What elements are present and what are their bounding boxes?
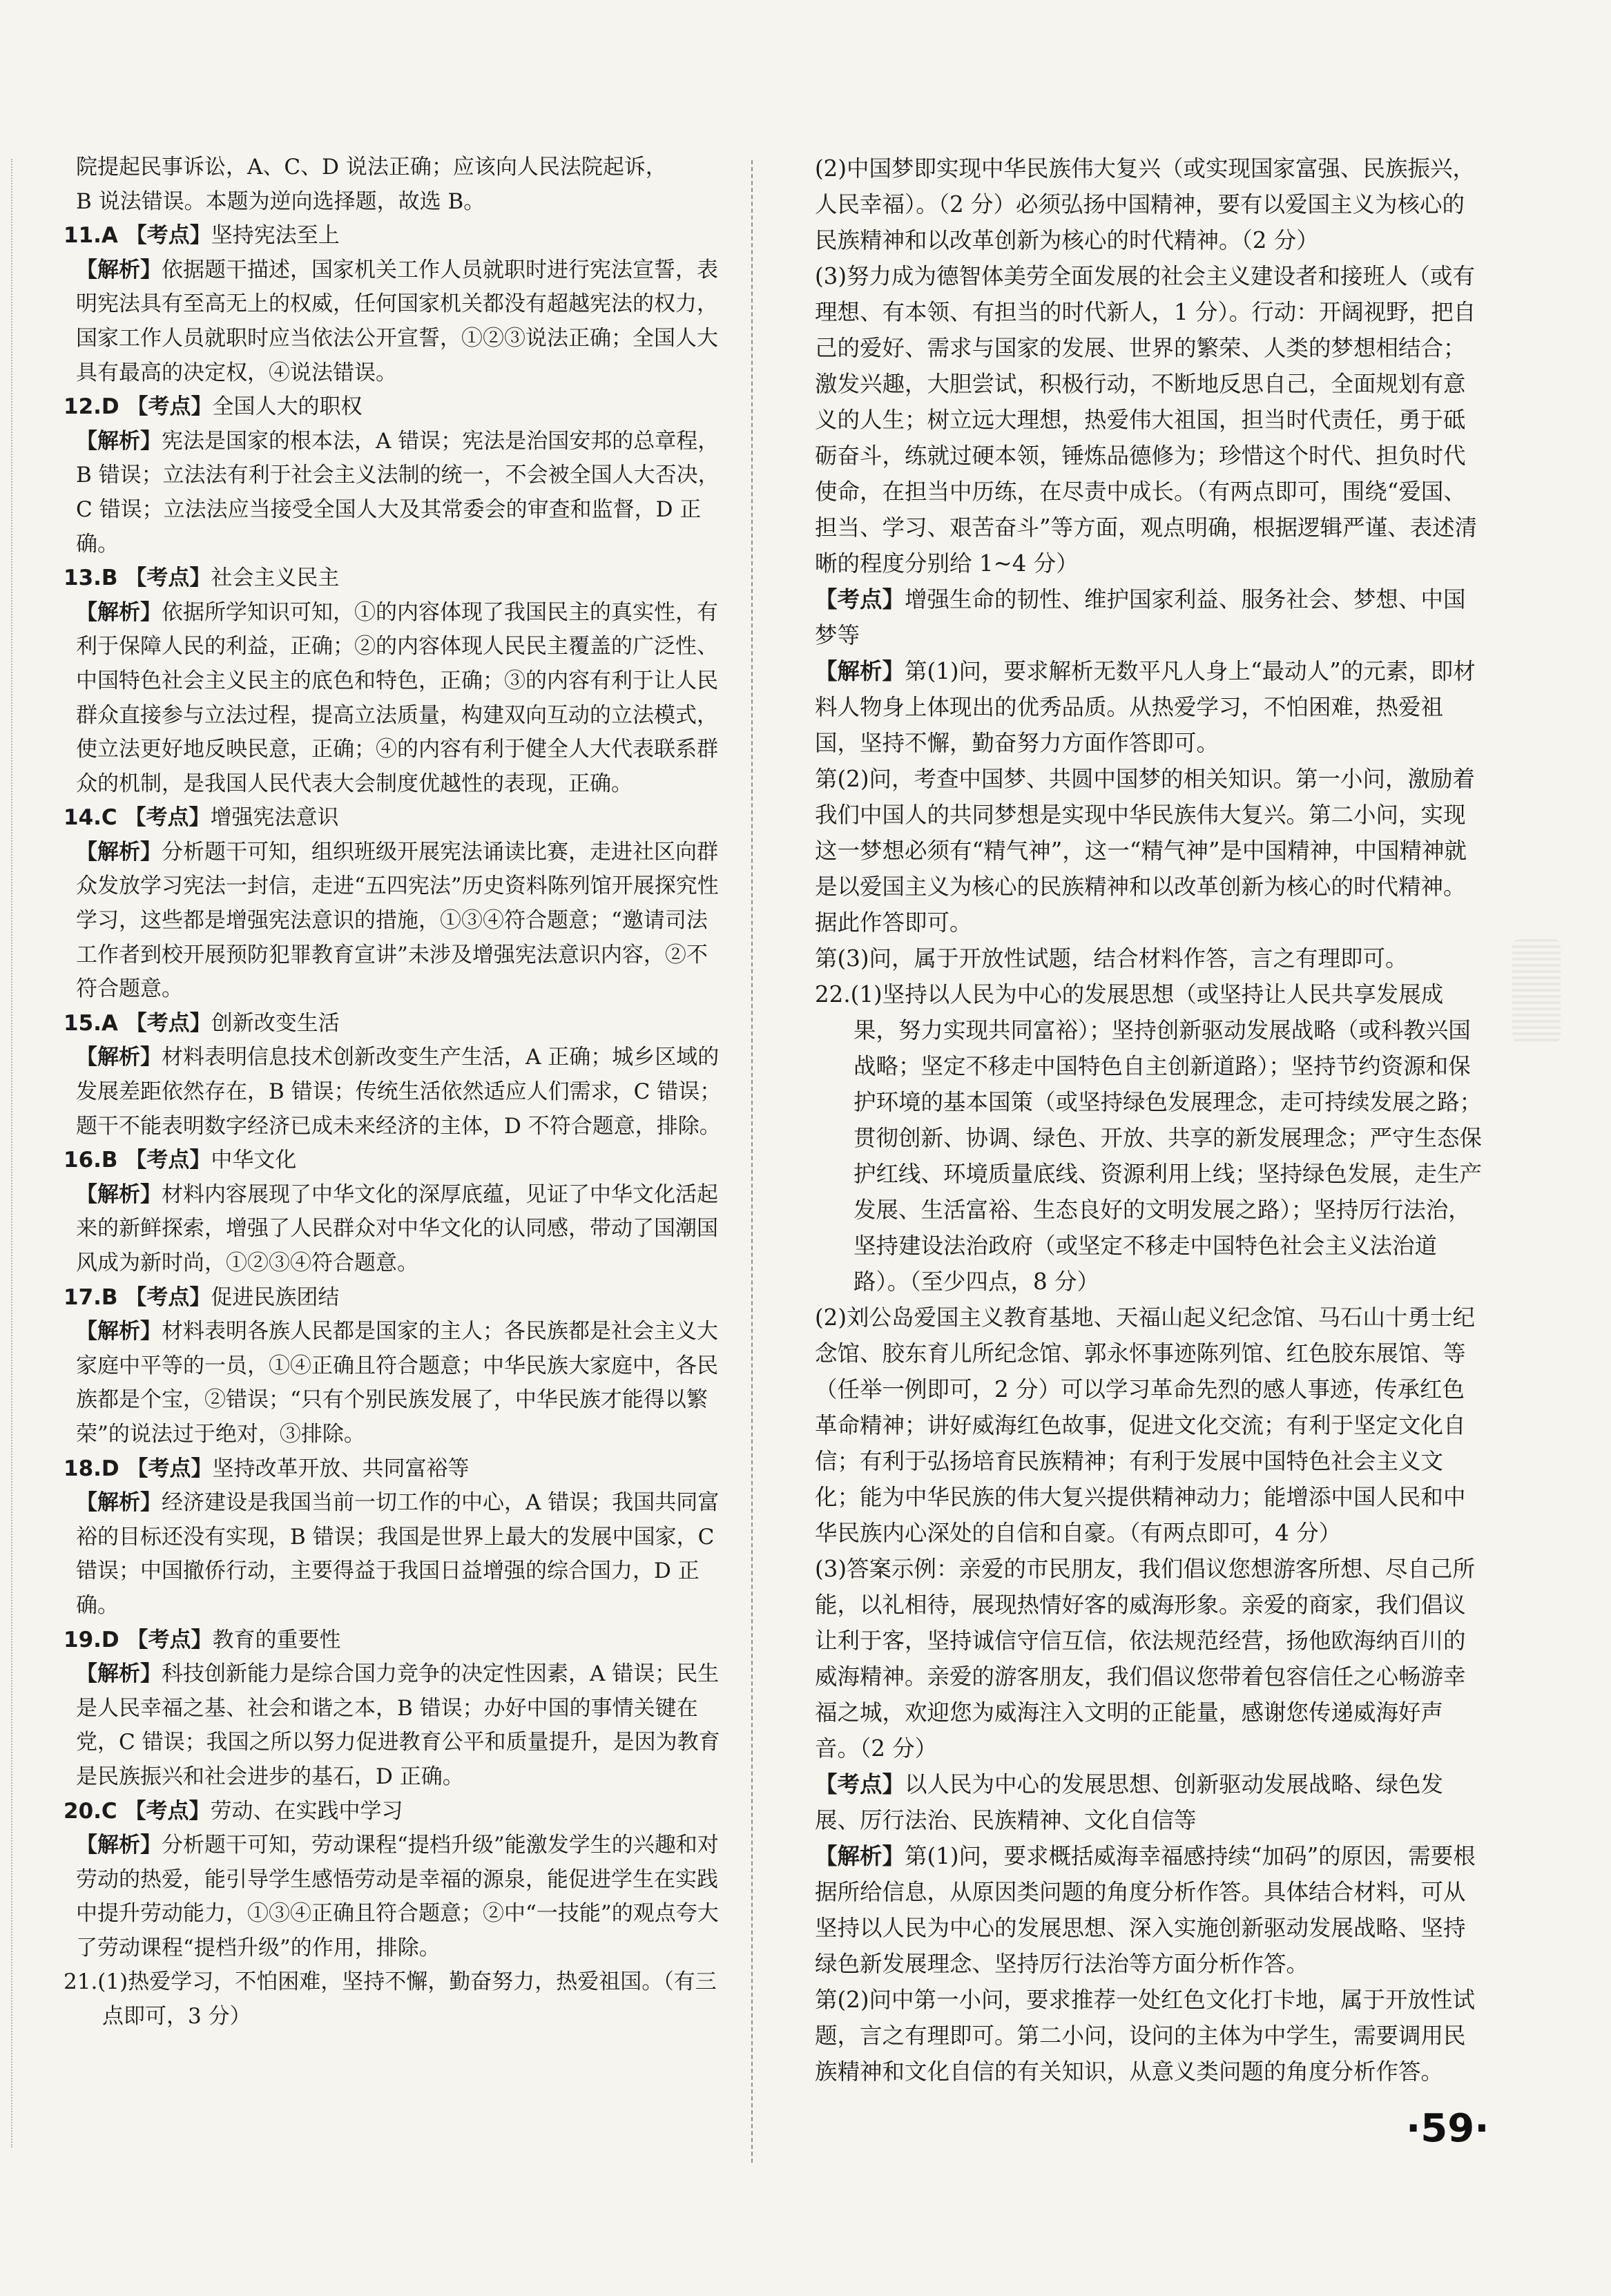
left-paragraph	[64, 425, 725, 561]
paragraph-text: 中华文化	[211, 1148, 297, 1173]
paragraph-text: 院提起民事诉讼，A、C、D 说法正确；应该向人民法院起诉，	[76, 155, 667, 180]
paragraph-text: 社会主义民主	[211, 566, 340, 591]
left-paragraph	[64, 1623, 725, 1658]
left-paragraph	[64, 1007, 725, 1041]
left-paragraph	[64, 1965, 725, 2034]
paragraph-text: 22.(1)坚持以人民为中心的发展思想（或坚持让人民共享发展成果，努力实现共同富裕）；坚持创新驱动发展战略（或科教兴国战略；坚定不移走中国特色自主创新道路）；坚持节约资源和保护环境的基本国策（或坚持绿色发展理念，走可持续发展之路；贯彻创新、协调、绿色、开放、共享的新发展理念；严守生态保护红线、环境质量底线、资源利用上线；坚持绿色发展，走生产发展、生活富裕、生态良好的文明发展之路）；坚持厉行法治，坚持建设法治政府（或坚定不移走中国特色社会主义法治道路）。（至少四点，8 分）	[815, 981, 1483, 1295]
section-label: 【解析】	[76, 1833, 162, 1858]
paragraph-text: 第(2)问中第一小问，要求推荐一处红色文化打卡地，属于开放性试题，言之有理即可。第二小问，设问的主体为中学生，需要调用民族精神和文化自信的有关知识，从意义类问题的角度分析作答。	[815, 1987, 1476, 2085]
left-paragraph	[64, 1178, 725, 1281]
right-paragraph	[815, 1551, 1485, 1766]
left-paragraph	[64, 1486, 725, 1623]
right-paragraph	[815, 151, 1485, 258]
paragraph-text: 第(3)问，属于开放性试题，结合材料作答，言之有理即可。	[815, 945, 1408, 972]
paragraph-text: 增强生命的韧性、维护国家利益、服务社会、梦想、中国梦等	[815, 586, 1466, 648]
right-paragraph	[815, 653, 1485, 761]
paragraph-text: B 说法错误。本题为逆向选择题，故选 B。	[76, 189, 485, 214]
right-paragraph	[815, 1838, 1485, 1982]
left-paragraph	[64, 596, 725, 802]
left-column	[64, 151, 725, 2034]
section-label: 18.D 【考点】	[64, 1456, 213, 1481]
paragraph-text: 材料表明信息技术创新改变生产生活，A 正确；城乡区域的发展差距依然存在，B 错误；传统生活依然适应人们需求，C 错误；题干不能表明数字经济已成未来经济的主体，D 不符合题意，排除。	[76, 1045, 722, 1139]
left-paragraph	[64, 1657, 725, 1794]
section-label: 【解析】	[76, 839, 162, 865]
section-label: 【考点】	[815, 586, 905, 612]
binding-margin-line	[11, 159, 12, 2148]
section-label: 13.B 【考点】	[64, 566, 211, 591]
section-label: 【解析】	[76, 1319, 162, 1344]
left-paragraph	[64, 185, 725, 220]
right-paragraph	[815, 976, 1485, 1300]
left-paragraph	[64, 561, 725, 596]
paragraph-text: 以人民为中心的发展思想、创新驱动发展战略、绿色发展、厉行法治、民族精神、文化自信等	[815, 1771, 1444, 1833]
paragraph-text: 创新改变生活	[211, 1010, 340, 1036]
right-paragraph	[815, 761, 1485, 940]
section-label: 【解析】	[815, 658, 905, 684]
right-paragraph	[815, 581, 1485, 653]
left-paragraph	[64, 253, 725, 390]
paragraph-text: 增强宪法意识	[210, 805, 339, 831]
section-label: 【解析】	[76, 599, 162, 625]
left-paragraph	[64, 1452, 725, 1487]
paragraph-text: (2)中国梦即实现中华民族伟大复兴（或实现国家富强、民族振兴，人民幸福）。（2 分）必须弘扬中国精神，要有以爱国主义为核心的民族精神和以改革创新为核心的时代精神。（2 分）	[815, 155, 1476, 253]
right-paragraph	[815, 258, 1485, 581]
left-paragraph	[64, 219, 725, 253]
section-label: 【解析】	[76, 1661, 162, 1687]
section-label: 14.C 【考点】	[64, 805, 211, 831]
left-paragraph	[64, 1795, 725, 1829]
section-label: 12.D 【考点】	[64, 394, 213, 420]
paragraph-text: (2)刘公岛爱国主义教育基地、天福山起义纪念馆、马石山十勇士纪念馆、胶东育儿所纪念馆、郭永怀事迹陈列馆、红色胶东展馆、等（任举一例即可，2 分）可以学习革命先烈的感人事迹，传承红色革命精神；讲好威海红色故事，促进文化交流；有利于坚定文化自信；有利于弘扬培育民族精神；有利于发展中国特色社会主义文化；能为中华民族的伟大复兴提供精神动力；能增添中国人民和中华民族内心深处的自信和自豪。（有两点即可，4 分）	[815, 1304, 1476, 1546]
right-paragraph	[815, 1982, 1485, 2090]
section-label: 【解析】	[76, 257, 162, 282]
right-column	[815, 151, 1485, 2090]
paragraph-text: 教育的重要性	[212, 1627, 341, 1652]
scan-smudge	[1512, 939, 1561, 1043]
section-label: 【解析】	[76, 1181, 162, 1207]
paragraph-text: 宪法是国家的根本法，A 错误；宪法是治国安邦的总章程，B 错误；立法法有利于社会主义法制的统一，不会被全国人大否决，C 错误；立法法应当接受全国人大及其常委会的审查和监督，D 正确。	[76, 428, 720, 557]
section-label: 【解析】	[76, 1490, 162, 1516]
left-paragraph	[64, 1041, 725, 1144]
page-number: ·59·	[1406, 2106, 1489, 2151]
section-label: 11.A 【考点】	[64, 223, 211, 249]
section-label: 16.B 【考点】	[64, 1148, 211, 1173]
left-paragraph	[64, 151, 725, 185]
paragraph-text: (3)答案示例：亲爱的市民朋友，我们倡议您想游客所想、尽自己所能，以礼相待，展现热情好客的威海形象。亲爱的商家，我们倡议让利于客，坚持诚信守信互信，依法规范经营，扬他欧海纳百川的威海精神。亲爱的游客朋友，我们倡议您带着包容信任之心畅游幸福之城，欢迎您为威海注入文明的正能量，感谢您传递威海好声音。（2 分）	[815, 1556, 1476, 1762]
paragraph-text: 分析题干可知，劳动课程“提档升级”能激发学生的兴趣和对劳动的热爱，能引导学生感悟劳动是幸福的源泉，能促进学生在实践中提升劳动能力，①③④正确且符合题意；②中“一技能”的观点夸大了劳动课程“提档升级”的作用，排除。	[76, 1833, 719, 1960]
paragraph-text: 经济建设是我国当前一切工作的中心，A 错误；我国共同富裕的目标还没有实现，B 错误；我国是世界上最大的发展中国家，C 错误；中国撤侨行动，主要得益于我国日益增强的综合国力，D 正确。	[76, 1490, 720, 1618]
left-paragraph	[64, 1144, 725, 1178]
left-paragraph	[64, 801, 725, 836]
paragraph-text: 科技创新能力是综合国力竞争的决定性因素，A 错误；民生是人民幸福之基、社会和谐之本，B 错误；办好中国的事情关键在党，C 错误；我国之所以努力促进教育公平和质量提升，是因为教育是民族振兴和社会进步的基石，D 正确。	[76, 1661, 720, 1789]
paragraph-text: 全国人大的职权	[212, 394, 363, 420]
paragraph-text: (3)努力成为德智体美劳全面发展的社会主义建设者和接班人（或有理想、有本领、有担当的时代新人，1 分）。行动：开阔视野，把自己的爱好、需求与国家的发展、世界的繁荣、人类的梦想相结合；激发兴趣，大胆尝试，积极行动，不断地反思自己，全面规划有意义的人生；树立远大理想，热爱伟大祖国，担当时代责任，勇于砥砺奋斗，练就过硬本领，锤炼品德修为；珍惜这个时代、担负时代使命，在担当中历练，在尽责中成长。（有两点即可，围绕“爱国、担当、学习、艰苦奋斗”等方面，观点明确，根据逻辑严谨、表述清晰的程度分别给 1~4 分）	[815, 263, 1478, 577]
left-paragraph	[64, 390, 725, 425]
right-paragraph	[815, 940, 1485, 976]
paragraph-text: 依据所学知识可知，①的内容体现了我国民主的真实性，有利于保障人民的利益，正确；②的内容体现人民民主覆盖的广泛性、中国特色社会主义民主的底色和特色，正确；③的内容有利于让人民群众直接参与立法过程，提高立法质量，构建双向互动的立法模式，使立法更好地反映民意，正确；④的内容有利于健全人大代表联系群众的机制，是我国人民代表大会制度优越性的表现，正确。	[76, 599, 718, 796]
section-label: 【解析】	[815, 1843, 905, 1869]
left-paragraph	[64, 1281, 725, 1315]
paragraph-text: 坚持改革开放、共同富裕等	[212, 1456, 470, 1481]
section-label: 17.B 【考点】	[64, 1284, 211, 1310]
paragraph-text: 分析题干可知，组织班级开展宪法诵读比赛，走进社区向群众发放学习宪法一封信，走进“五四宪法”历史资料陈列馆开展探究性学习，这些都是增强宪法意识的措施，①③④符合题意；“邀请司法工作者到校开展预防犯罪教育宣讲”未涉及增强宪法意识内容，②不符合题意。	[76, 839, 719, 1002]
section-label: 【解析】	[76, 1045, 162, 1070]
left-paragraph	[64, 1315, 725, 1451]
section-label: 15.A 【考点】	[64, 1010, 211, 1036]
left-paragraph	[64, 1829, 725, 1965]
paragraph-text: 促进民族团结	[211, 1284, 340, 1310]
section-label: 19.D 【考点】	[64, 1627, 213, 1652]
right-paragraph	[815, 1300, 1485, 1551]
section-label: 20.C 【考点】	[64, 1798, 211, 1824]
paragraph-text: 第(1)问，要求概括威海幸福感持续“加码”的原因，需要根据所给信息，从原因类问题的角度分析作答。具体结合材料，可从坚持以人民为中心的发展思想、深入实施创新驱动发展战略、坚持绿色新发展理念、坚持厉行法治等方面分析作答。	[815, 1843, 1476, 1977]
paragraph-text: 依据题干描述，国家机关工作人员就职时进行宪法宣誓，表明宪法具有至高无上的权威，任何国家机关都没有超越宪法的权力，国家工作人员就职时应当依法公开宣誓，①②③说法正确；全国人大具有最高的决定权，④说法错误。	[76, 257, 718, 385]
paragraph-text: 21.(1)热爱学习，不怕困难，坚持不懈，勤奋努力，热爱祖国。（有三点即可，3 分）	[64, 1969, 717, 2029]
paragraph-text: 材料表明各族人民都是国家的主人；各民族都是社会主义大家庭中平等的一员，①④正确且符合题意；中华民族大家庭中，各民族都是个宝，②错误；“只有个别民族发展了，中华民族才能得以繁荣”的说法过于绝对，③排除。	[76, 1319, 718, 1447]
section-label: 【考点】	[815, 1771, 905, 1797]
paragraph-text: 第(1)问，要求解析无数平凡人身上“最动人”的元素，即材料人物身上体现出的优秀品质。从热爱学习，不怕困难，热爱祖国，坚持不懈，勤奋努力方面作答即可。	[815, 658, 1476, 756]
paragraph-text: 劳动、在实践中学习	[210, 1798, 403, 1824]
paragraph-text: 第(2)问，考查中国梦、共圆中国梦的相关知识。第一小问，激励着我们中国人的共同梦想是实现中华民族伟大复兴。第二小问，实现这一梦想必须有“精气神”，这一“精气神”是中国精神，中国精神就是以爱国主义为核心的民族精神和以改革创新为核心的时代精神。据此作答即可。	[815, 766, 1476, 936]
section-label: 【解析】	[76, 428, 162, 454]
right-paragraph	[815, 1766, 1485, 1838]
paragraph-text: 坚持宪法至上	[211, 223, 340, 249]
left-paragraph	[64, 836, 725, 1007]
column-divider	[751, 160, 753, 2163]
paragraph-text: 材料内容展现了中华文化的深厚底蕴，见证了中华文化活起来的新鲜探索，增强了人民群众对中华文化的认同感，带动了国潮国风成为新时尚，①②③④符合题意。	[76, 1181, 718, 1275]
